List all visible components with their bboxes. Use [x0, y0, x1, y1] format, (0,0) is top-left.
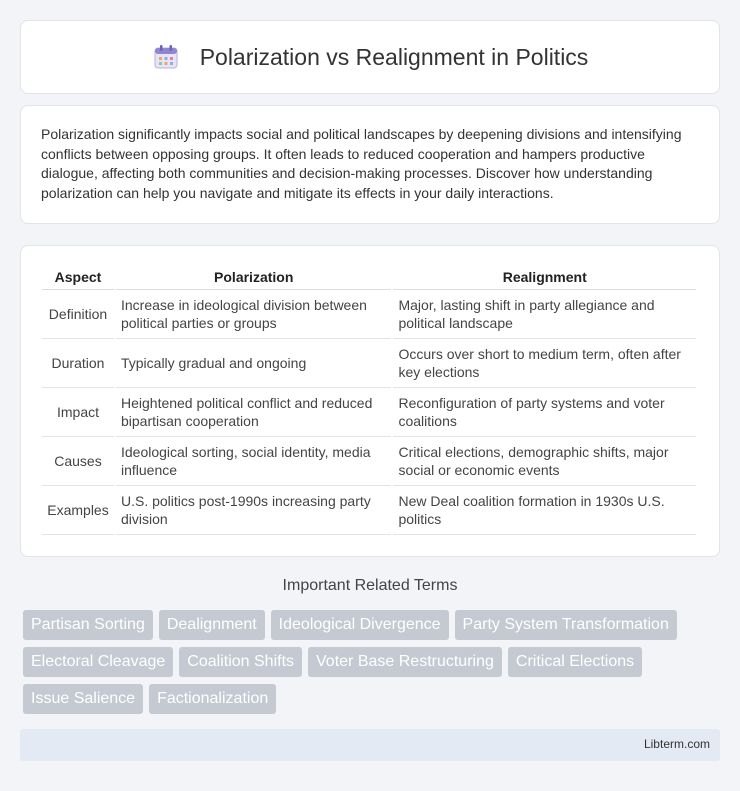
comparison-table-card: [20, 245, 720, 557]
tag-row: [23, 610, 723, 640]
tag-factionalization[interactable]: Factionalization: [149, 684, 276, 714]
row-realignment: Reconfiguration of party systems and voter coalitions: [393, 388, 696, 437]
row-realignment: New Deal coalition formation in 1930s U.S. politics: [393, 486, 696, 535]
row-realignment: Critical elections, demographic shifts, major social or economic events: [393, 437, 696, 486]
tag-party-system-transformation[interactable]: Party System Transformation: [455, 610, 677, 640]
row-polarization: Increase in ideological division between political parties or groups: [116, 290, 392, 339]
row-polarization: Heightened political conflict and reduced bipartisan cooperation: [116, 388, 392, 437]
table-row: [42, 486, 696, 535]
row-polarization: U.S. politics post-1990s increasing party division: [116, 486, 392, 535]
intro-card: [20, 105, 720, 224]
calendar-icon: [152, 43, 180, 71]
row-aspect: Examples: [42, 486, 114, 535]
row-realignment: Major, lasting shift in party allegiance and political landscape: [393, 290, 696, 339]
page-title: Polarization vs Realignment in Politics: [199, 43, 589, 70]
header-card: [20, 20, 720, 94]
table-row: [42, 290, 696, 339]
tag-voter-base-restructuring[interactable]: Voter Base Restructuring: [308, 647, 502, 677]
header-realignment: Realignment: [393, 265, 696, 290]
row-realignment: Occurs over short to medium term, often after key elections: [393, 339, 696, 388]
header-polarization: Polarization: [116, 265, 392, 290]
tag-row: [23, 647, 723, 677]
footer-site-link[interactable]: Libterm.com: [643, 737, 710, 751]
tag-coalition-shifts[interactable]: Coalition Shifts: [179, 647, 302, 677]
tag-issue-salience[interactable]: Issue Salience: [23, 684, 143, 714]
table-row: [42, 339, 696, 388]
row-aspect: Causes: [42, 437, 114, 486]
header-aspect: Aspect: [42, 265, 114, 290]
row-aspect: Impact: [42, 388, 114, 437]
row-aspect: Duration: [42, 339, 114, 388]
related-terms-list: [23, 610, 723, 721]
tag-row: [23, 684, 723, 714]
tag-critical-elections[interactable]: Critical Elections: [508, 647, 642, 677]
intro-text: Polarization significantly impacts social and political landscapes by deepening divisions and intensifying conflicts between opposing groups. It often leads to reduced cooperation and hampers productive dialogue, affecting both communities and decision-making processes. Discover how understanding polarization can help you navigate and mitigate its effects in your daily interactions.: [41, 126, 682, 201]
related-terms-title: Important Related Terms: [282, 577, 458, 594]
tag-dealignment[interactable]: Dealignment: [159, 610, 265, 640]
footer: [20, 729, 720, 761]
row-polarization: Ideological sorting, social identity, media influence: [116, 437, 392, 486]
row-aspect: Definition: [42, 290, 114, 339]
comparison-table: [40, 265, 698, 535]
tag-partisan-sorting[interactable]: Partisan Sorting: [23, 610, 153, 640]
table-row: [42, 388, 696, 437]
tag-ideological-divergence[interactable]: Ideological Divergence: [271, 610, 449, 640]
table-header-row: [42, 265, 696, 290]
table-row: [42, 437, 696, 486]
tag-electoral-cleavage[interactable]: Electoral Cleavage: [23, 647, 173, 677]
row-polarization: Typically gradual and ongoing: [116, 339, 392, 388]
